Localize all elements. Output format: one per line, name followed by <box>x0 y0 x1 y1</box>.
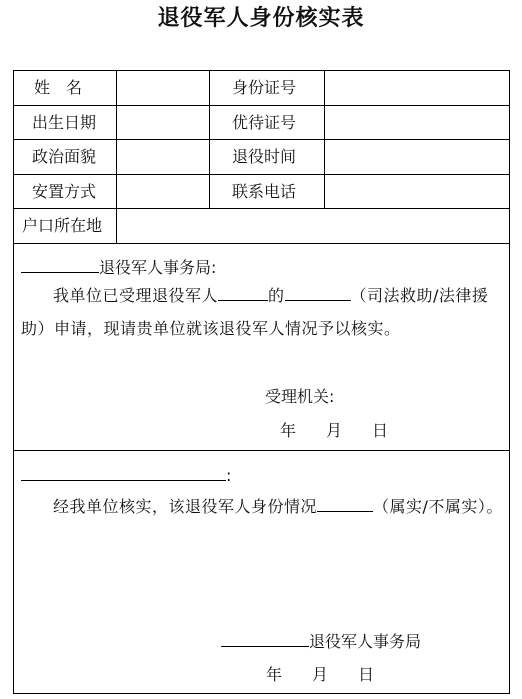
verification-date: 年 月 日 <box>266 665 375 684</box>
phone-value[interactable] <box>325 175 510 209</box>
request-body: 我单位已受理退役军人 的 （司法救助/法律援助）申请，现请贵单位就该退役军人情况予以核实。 <box>21 286 489 338</box>
verification-addressee: : <box>21 464 231 486</box>
political-status-value[interactable] <box>117 140 209 174</box>
verification-result-blank[interactable] <box>317 495 373 512</box>
verification-body: 经我单位核实，该退役军人身份情况 （属实/不属实）。 <box>53 497 503 516</box>
verification-form <box>13 70 510 694</box>
request-type-blank[interactable] <box>285 284 351 301</box>
addressee-blank[interactable] <box>21 256 99 273</box>
id-number-label: 身份证号 <box>232 78 297 97</box>
row-divider <box>14 243 509 244</box>
retirement-time-value[interactable] <box>325 140 510 174</box>
birth-date-label: 出生日期 <box>32 113 97 132</box>
hukou-location-value[interactable] <box>117 209 510 243</box>
placement-method-label: 安置方式 <box>32 182 97 201</box>
political-status-label: 政治面貌 <box>32 147 97 166</box>
phone-label: 联系电话 <box>232 182 297 201</box>
name-value[interactable] <box>117 71 209 105</box>
signature-blank[interactable] <box>221 630 309 647</box>
retirement-time-label: 退役时间 <box>232 147 297 166</box>
page-title: 退役军人身份核实表 <box>157 6 365 31</box>
id-number-value[interactable] <box>325 71 510 105</box>
birth-date-value[interactable] <box>117 106 209 140</box>
request-addressee: 退役军人事务局: <box>21 256 216 278</box>
preferential-cert-value[interactable] <box>325 106 510 140</box>
verification-addressee-blank[interactable] <box>21 464 226 481</box>
request-date: 年 月 日 <box>280 421 389 440</box>
preferential-cert-label: 优待证号 <box>232 113 297 132</box>
column-divider <box>209 71 210 208</box>
verification-signature: 退役军人事务局 <box>221 630 421 652</box>
veteran-name-blank[interactable] <box>218 284 268 301</box>
hukou-location-label: 户口所在地 <box>22 216 103 235</box>
placement-method-value[interactable] <box>117 175 209 209</box>
name-label: 姓 名 <box>34 78 83 97</box>
accepting-org-label: 受理机关: <box>265 387 335 406</box>
section-divider <box>14 450 509 451</box>
